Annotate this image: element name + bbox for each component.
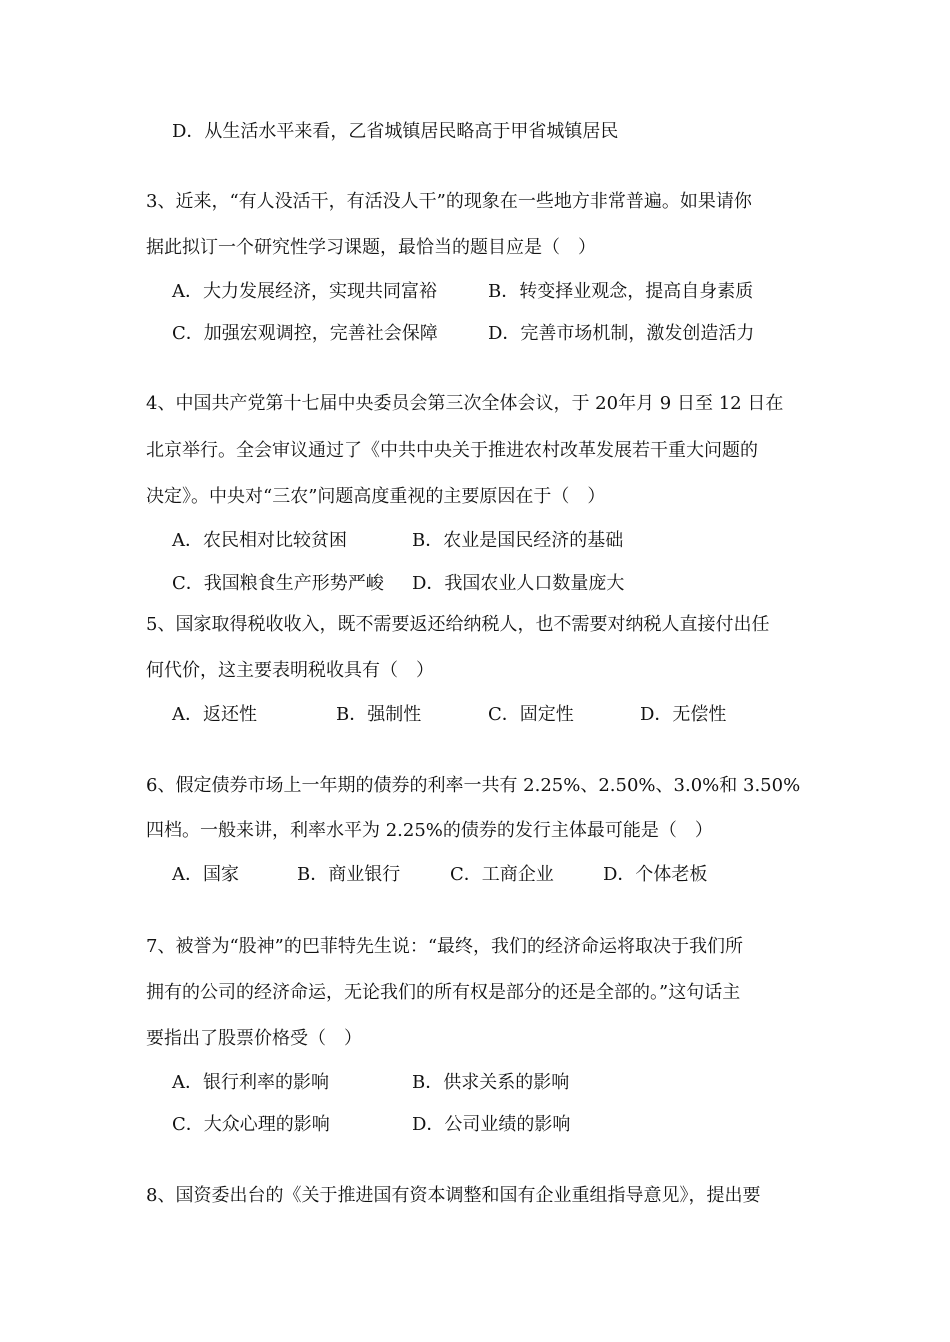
q3-option-a: A．大力发展经济，实现共同富裕 <box>172 281 437 302</box>
q5-option-c: C．固定性 <box>488 704 574 725</box>
q6-option-d: D．个体老板 <box>603 864 708 885</box>
q3-option-b: B．转变择业观念，提高自身素质 <box>488 281 754 302</box>
q7-stem-line-3: 要指出了股票价格受（ ） <box>146 1028 362 1049</box>
q6-option-a: A．国家 <box>172 864 239 885</box>
q5-stem-line-2: 何代价，这主要表明税收具有（ ） <box>146 660 434 681</box>
q5-option-b: B．强制性 <box>336 704 422 725</box>
q6-stem-line-2: 四档。一般来讲，利率水平为 2.25%的债券的发行主体最可能是（ ） <box>146 820 713 841</box>
q4-stem-line-1: 4、中国共产党第十七届中央委员会第三次全体会议，于 20年月 9 日至 12 日在 <box>146 393 784 414</box>
q5-stem-line-1: 5、国家取得税收收入，既不需要返还给纳税人，也不需要对纳税人直接付出任 <box>146 614 770 635</box>
q4-option-b: B．农业是国民经济的基础 <box>412 530 624 551</box>
q7-stem-line-1: 7、被誉为“股神”的巴菲特先生说：“最终，我们的经济命运将取决于我们所 <box>146 936 744 957</box>
q5-option-a: A．返还性 <box>172 704 257 725</box>
q4-option-c: C．我国粮食生产形势严峻 <box>172 573 384 594</box>
q6-option-c: C．工商企业 <box>450 864 554 885</box>
q7-option-b: B．供求关系的影响 <box>412 1072 570 1093</box>
q4-stem-line-2: 北京举行。全会审议通过了《中共中央关于推进农村改革发展若干重大问题的 <box>146 440 758 461</box>
q3-stem-line-1: 3、近来，“有人没活干，有活没人干”的现象在一些地方非常普遍。如果请你 <box>146 191 752 212</box>
q8-stem-line-1: 8、国资委出台的《关于推进国有资本调整和国有企业重组指导意见》，提出要 <box>146 1185 761 1206</box>
q5-option-d: D．无偿性 <box>640 704 727 725</box>
q4-option-d: D．我国农业人口数量庞大 <box>412 573 625 594</box>
q4-stem-line-3: 决定》。中央对“三农”问题高度重视的主要原因在于（ ） <box>146 486 606 507</box>
q4-option-a: A．农民相对比较贫困 <box>172 530 347 551</box>
q7-stem-line-2: 拥有的公司的经济命运，无论我们的所有权是部分的还是全部的。”这句话主 <box>146 982 741 1003</box>
q6-option-b: B．商业银行 <box>297 864 401 885</box>
q3-option-c: C．加强宏观调控，完善社会保障 <box>172 323 438 344</box>
q2-option-d: D．从生活水平来看，乙省城镇居民略高于甲省城镇居民 <box>172 121 619 142</box>
q6-stem-line-1: 6、假定债券市场上一年期的债券的利率一共有 2.25%、2.50%、3.0%和 3.50% <box>146 775 801 796</box>
q3-option-d: D．完善市场机制，激发创造活力 <box>488 323 755 344</box>
q7-option-c: C．大众心理的影响 <box>172 1114 330 1135</box>
q7-option-d: D．公司业绩的影响 <box>412 1114 571 1135</box>
q7-option-a: A．银行利率的影响 <box>172 1072 329 1093</box>
q3-stem-line-2: 据此拟订一个研究性学习课题，最恰当的题目应是（ ） <box>146 237 596 258</box>
